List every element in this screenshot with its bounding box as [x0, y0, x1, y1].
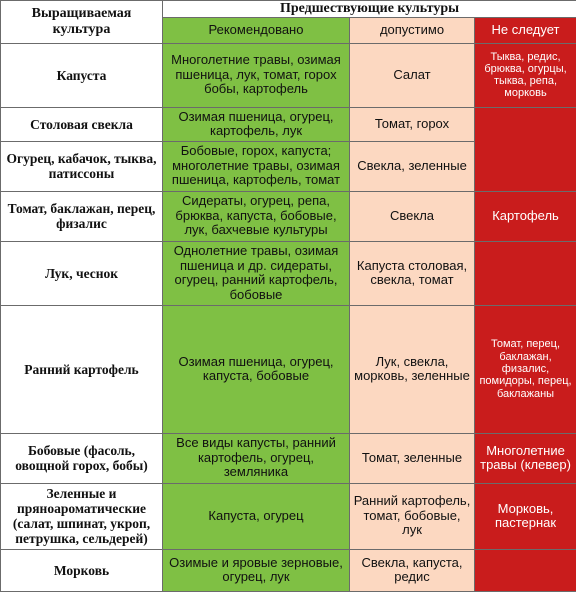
acceptable-cell: Лук, свекла, морковь, зеленные	[350, 305, 475, 433]
table-row	[1, 43, 576, 107]
header-not-recommended: Не следует	[475, 17, 576, 43]
not-recommended-cell	[475, 107, 576, 191]
not-recommended-cell: Морковь, пастернак	[475, 483, 576, 549]
header-crop-column: Выращиваемая культура	[1, 1, 163, 44]
acceptable-cell: Свекла	[350, 191, 475, 241]
not-recommended-cell: Многолетние травы (клевер)	[475, 433, 576, 483]
crop-name: Морковь	[1, 549, 163, 591]
crop-name: Капуста	[1, 43, 163, 107]
not-recommended-cell: Тыква, редис, брюква, огурцы, тыква, репа, морковь	[475, 43, 576, 107]
table-row	[1, 107, 576, 141]
recommended-cell: Однолетние травы, озимая пшеница и др. сидераты, огурец, ранний картофель, бобовые	[163, 241, 350, 305]
recommended-cell: Озимая пшеница, огурец, капуста, бобовые	[163, 305, 350, 433]
header-recommended: Рекомендовано	[163, 17, 350, 43]
not-recommended-cell	[475, 241, 576, 305]
table-row	[1, 305, 576, 433]
recommended-cell: Сидераты, огурец, репа, брюква, капуста, бобовые, лук, бахчевые культуры	[163, 191, 350, 241]
table-row	[1, 241, 576, 305]
recommended-cell: Озимая пшеница, огурец, картофель, лук	[163, 107, 350, 141]
table-row	[1, 191, 576, 241]
crop-name: Столовая свекла	[1, 107, 163, 141]
recommended-cell: Капуста, огурец	[163, 483, 350, 549]
table-row	[1, 549, 576, 591]
acceptable-cell: Салат	[350, 43, 475, 107]
recommended-cell: Многолетние травы, озимая пшеница, лук, томат, горох бобы, картофель	[163, 43, 350, 107]
recommended-cell: Озимые и яровые зерновые, огурец, лук	[163, 549, 350, 591]
crop-name: Лук, чеснок	[1, 241, 163, 305]
header-preceding-crops: Предшествующие культуры	[163, 1, 576, 18]
acceptable-cell: Капуста столовая, свекла, томат	[350, 241, 475, 305]
not-recommended-cell: Картофель	[475, 191, 576, 241]
crop-name: Зеленные и пряноароматические (салат, шпинат, укроп, петрушка, сельдерей)	[1, 483, 163, 549]
acceptable-cell: Томат, зеленные	[350, 433, 475, 483]
recommended-cell: Бобовые, горох, капуста; многолетние травы, озимая пшеница, картофель, томат	[163, 141, 350, 191]
crop-name: Томат, баклажан, перец, физалис	[1, 191, 163, 241]
crop-name: Ранний картофель	[1, 305, 163, 433]
acceptable-cell: Томат, горох	[350, 107, 475, 141]
acceptable-cell: Ранний картофель, томат, бобовые, лук	[350, 483, 475, 549]
recommended-cell: Все виды капусты, ранний картофель, огурец, земляника	[163, 433, 350, 483]
acceptable-cell: Свекла, зеленные	[350, 141, 475, 191]
header-acceptable: допустимо	[350, 17, 475, 43]
crop-name: Бобовые (фасоль, овощной горох, бобы)	[1, 433, 163, 483]
not-recommended-cell	[475, 549, 576, 591]
not-recommended-cell: Томат, перец, баклажан, физалис, помидоры, перец, баклажаны	[475, 305, 576, 433]
table-row	[1, 433, 576, 483]
table-row	[1, 483, 576, 549]
crop-name: Огурец, кабачок, тыква, патиссоны	[1, 141, 163, 191]
acceptable-cell: Свекла, капуста, редис	[350, 549, 475, 591]
